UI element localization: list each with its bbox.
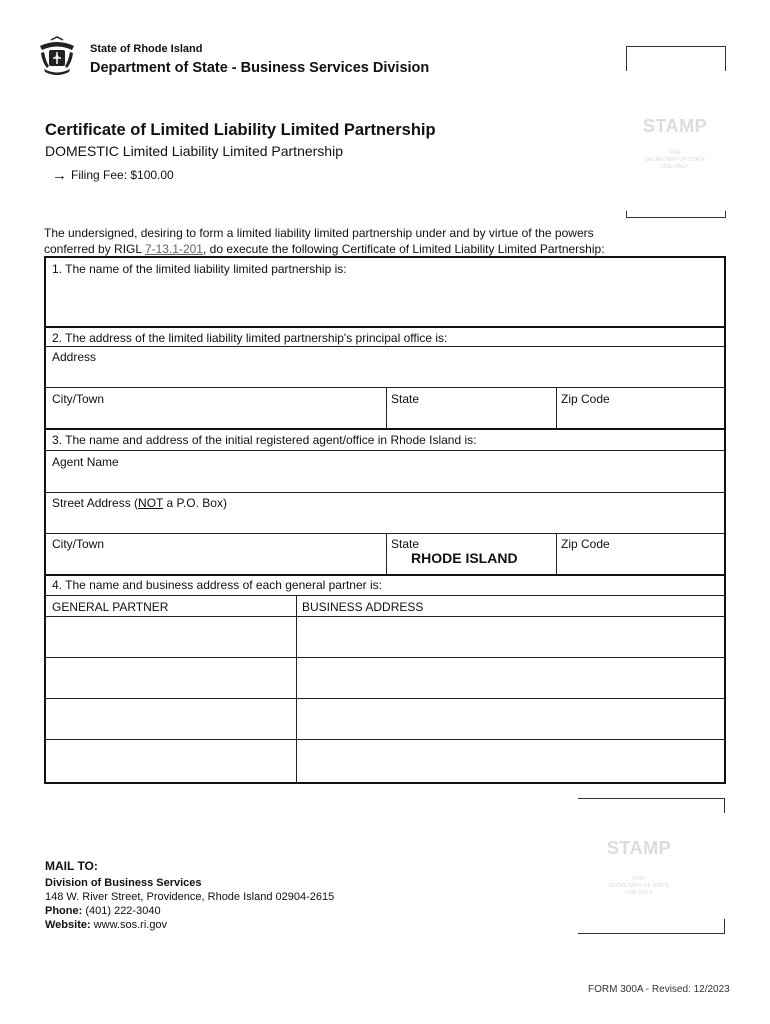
certificate-form	[44, 256, 726, 784]
rhode-island-seal-icon	[36, 36, 78, 78]
principal-state-field[interactable]: State	[391, 392, 420, 406]
partner-name-field-2[interactable]	[48, 659, 294, 697]
rigl-link[interactable]: 7-13.1-201	[144, 242, 203, 256]
state-name: State of Rhode Island	[90, 43, 203, 55]
partner-address-field-2[interactable]	[299, 659, 721, 697]
stamp-box-bottom	[578, 798, 724, 934]
arrow-right-icon: →	[52, 167, 67, 184]
principal-city-field[interactable]: City/Town	[52, 392, 105, 406]
agent-state-value: RHODE ISLAND	[411, 550, 518, 566]
general-partner-header: GENERAL PARTNER	[52, 600, 169, 614]
section-3-label: 3. The name and address of the initial registered agent/office in Rhode Island is:	[52, 433, 477, 447]
page-title: Certificate of Limited Liability Limited Partnership	[45, 121, 436, 139]
intro-paragraph: The undersigned, desiring to form a limited liability limited partnership under and by virtue of the powers conferred by RIGL 7-13.1-201, do execute the following Certificate of Limited Liability Limited Partnership:	[44, 226, 605, 256]
partner-address-field-3[interactable]	[299, 700, 721, 738]
stamp-label-bottom: STAMP	[606, 838, 672, 858]
section-2-label: 2. The address of the limited liability limited partnership's principal office is:	[52, 331, 448, 345]
page-subtitle: DOMESTIC Limited Liability Limited Partnership	[45, 143, 343, 159]
section-4-label: 4. The name and business address of each general partner is:	[52, 578, 382, 592]
agent-name-field[interactable]: Agent Name	[52, 455, 119, 469]
section-1-label: 1. The name of the limited liability limited partnership is:	[52, 262, 347, 276]
partner-address-field-1[interactable]	[299, 618, 721, 656]
partner-name-field-3[interactable]	[48, 700, 294, 738]
website-link[interactable]: www.sos.ri.gov	[90, 919, 168, 931]
stamp-box-top	[626, 46, 724, 218]
filing-fee: → Filing Fee: $100.00	[52, 167, 174, 184]
mail-to-heading: MAIL TO:	[45, 859, 98, 873]
mail-website: Website: www.sos.ri.gov	[45, 919, 168, 931]
form-number: FORM 300A - Revised: 12/2023	[588, 984, 730, 995]
mail-phone: Phone: (401) 222-3040	[45, 905, 161, 917]
partner-name-field-1[interactable]	[48, 618, 294, 656]
mail-org: Division of Business Services	[45, 877, 202, 889]
agent-state-label: State	[391, 537, 420, 551]
stamp-label: STAMP	[642, 116, 708, 136]
partner-name-field-4[interactable]	[48, 741, 294, 779]
partnership-name-field[interactable]	[52, 278, 716, 324]
stamp-note-bottom: FOR SECRETARY OF STATE USE ONLY	[608, 876, 670, 896]
stamp-note: FOR SECRETARY OF STATE USE ONLY	[644, 150, 706, 170]
mail-address: 148 W. River Street, Providence, Rhode Island 02904-2615	[45, 891, 335, 903]
agent-zip-field[interactable]: Zip Code	[561, 537, 610, 551]
agent-city-field[interactable]: City/Town	[52, 537, 105, 551]
business-address-header: BUSINESS ADDRESS	[302, 600, 424, 614]
principal-address-field[interactable]: Address	[52, 350, 97, 364]
department-name: Department of State - Business Services Division	[90, 60, 430, 76]
partner-address-field-4[interactable]	[299, 741, 721, 779]
principal-zip-field[interactable]: Zip Code	[561, 392, 610, 406]
agent-street-field[interactable]: Street Address (NOT a P.O. Box)	[52, 496, 227, 510]
